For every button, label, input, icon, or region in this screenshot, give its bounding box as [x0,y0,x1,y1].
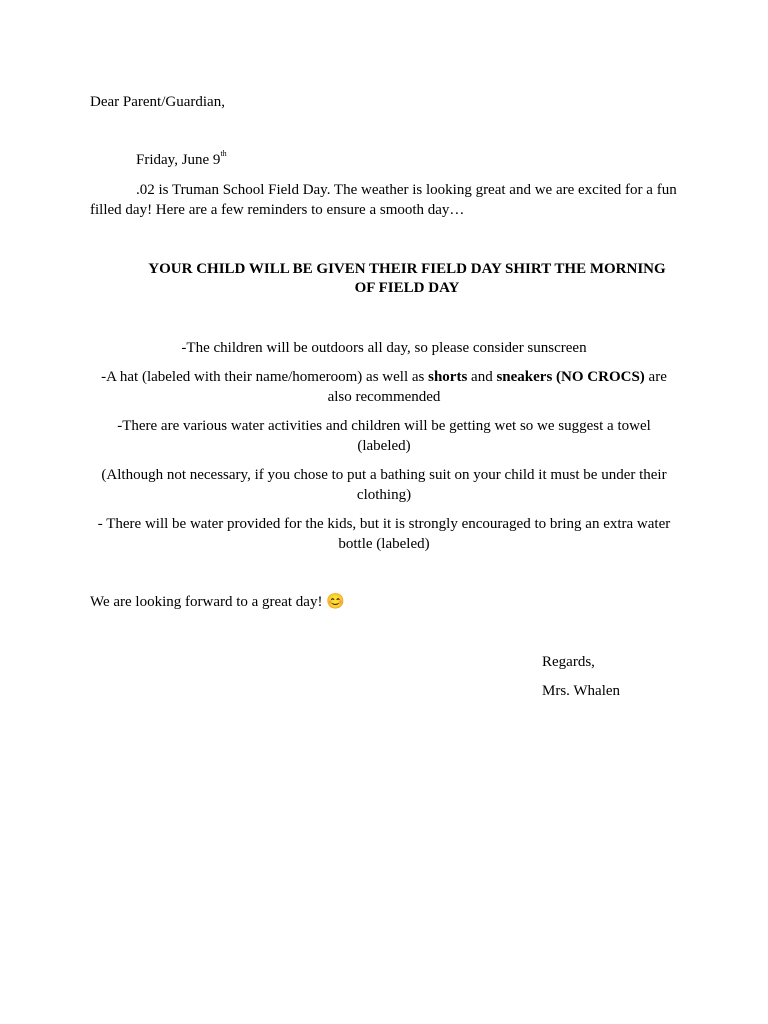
signature: Mrs. Whalen [542,683,621,699]
reminder-bathing-suit: (Although not necessary, if you chose to put a bathing suit on your child it must be under their clothing) [101,467,667,503]
reminder-towel: -There are various water activities and children will be getting wet so we suggest a towel (labeled) [117,418,651,454]
regards: Regards, [542,654,595,670]
reminder-hat-text: -A hat (labeled with their name/homeroom) as well as [101,369,429,385]
event-date-text: Friday, June 9 [136,152,221,168]
event-date-suffix: th [220,149,227,158]
reminder-sneakers: sneakers (NO CROCS) [496,369,645,385]
reminder-and: and [467,369,497,385]
greeting: Dear Parent/Guardian, [90,94,225,110]
reminder-shorts: shorts [428,369,468,385]
reminder-water-bottle: - There will be water provided for the kids, but it is strongly encouraged to bring an extra water bottle (labeled) [97,516,671,552]
intro-paragraph: .02 is Truman School Field Day. The weather is looking great and we are excited for a fun filled day! Here are a few reminders to ensure a smooth day… [90,182,677,218]
event-date [136,151,227,171]
reminder-hat-end: are also recommended [327,369,667,405]
closing-line: We are looking forward to a great day! 😊 [90,594,345,610]
shirt-notice-heading: YOUR CHILD WILL BE GIVEN THEIR FIELD DAY SHIRT THE MORNING OF FIELD DAY [148,261,666,296]
reminder-sunscreen: -The children will be outdoors all day, so please consider sunscreen [181,340,587,356]
reminder-hat [90,368,678,407]
